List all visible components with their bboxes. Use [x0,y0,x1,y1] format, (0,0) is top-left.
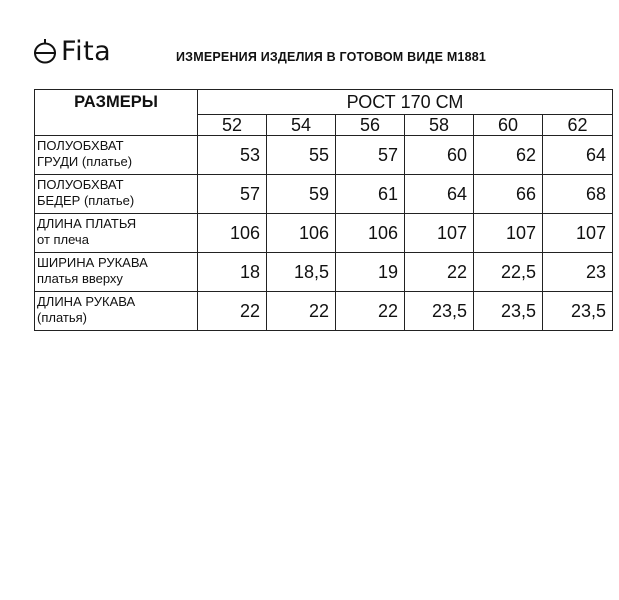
size-value: 58 [405,115,474,136]
measurement-value: 18 [198,253,267,292]
measurement-value: 18,5 [267,253,336,292]
measurement-value: 22 [336,292,405,331]
measurement-value: 22,5 [474,253,543,292]
measurement-value: 23,5 [543,292,613,331]
header [0,0,619,90]
measurement-label [35,175,198,214]
label-line: БЕДЕР (платье) [37,193,135,208]
measurement-value: 59 [267,175,336,214]
measurement-value: 22 [198,292,267,331]
label-line: ПОЛУОБХВАТ [37,138,124,153]
measurement-label [35,136,198,175]
measurement-label [35,253,198,292]
measurement-value: 106 [336,214,405,253]
table-row [35,214,613,253]
size-value: 56 [336,115,405,136]
measurement-value: 22 [267,292,336,331]
measurement-value: 106 [267,214,336,253]
table-row [35,292,613,331]
measurement-value: 107 [405,214,474,253]
table-row [35,136,613,175]
label-line: платья вверху [37,271,123,286]
label-line: от плеча [37,232,89,247]
size-value: 52 [198,115,267,136]
label-line: ДЛИНА РУКАВА [37,294,136,309]
measurement-value: 19 [336,253,405,292]
size-chart-table [34,89,613,331]
measurement-value: 64 [405,175,474,214]
label-line: ДЛИНА ПЛАТЬЯ [37,216,137,231]
measurement-value: 57 [336,136,405,175]
measurement-value: 64 [543,136,613,175]
size-value: 62 [543,115,613,136]
height-header: РОСТ 170 СМ [198,90,613,115]
measurement-value: 107 [543,214,613,253]
table-row [35,175,613,214]
label-line: (платья) [37,310,87,325]
fita-logo-icon [33,36,61,70]
table-row [35,253,613,292]
brand-name: Fita [61,36,112,67]
measurement-value: 23,5 [405,292,474,331]
sizes-header: РАЗМЕРЫ [35,90,198,136]
measurement-value: 53 [198,136,267,175]
size-value: 60 [474,115,543,136]
measurement-value: 107 [474,214,543,253]
document-title: ИЗМЕРЕНИЯ ИЗДЕЛИЯ В ГОТОВОМ ВИДЕ М1881 [176,50,487,64]
measurement-value: 57 [198,175,267,214]
measurement-value: 22 [405,253,474,292]
label-line: ПОЛУОБХВАТ [37,177,124,192]
table-header-row [35,90,613,115]
measurement-value: 55 [267,136,336,175]
measurement-value: 60 [405,136,474,175]
label-line: ГРУДИ (платье) [37,154,133,169]
measurement-value: 66 [474,175,543,214]
brand-logo [33,36,143,70]
measurement-label [35,292,198,331]
size-value: 54 [267,115,336,136]
measurement-value: 68 [543,175,613,214]
measurement-value: 23 [543,253,613,292]
label-line: ШИРИНА РУКАВА [37,255,148,270]
measurement-value: 62 [474,136,543,175]
measurement-label [35,214,198,253]
measurement-value: 23,5 [474,292,543,331]
measurement-value: 61 [336,175,405,214]
measurement-value: 106 [198,214,267,253]
